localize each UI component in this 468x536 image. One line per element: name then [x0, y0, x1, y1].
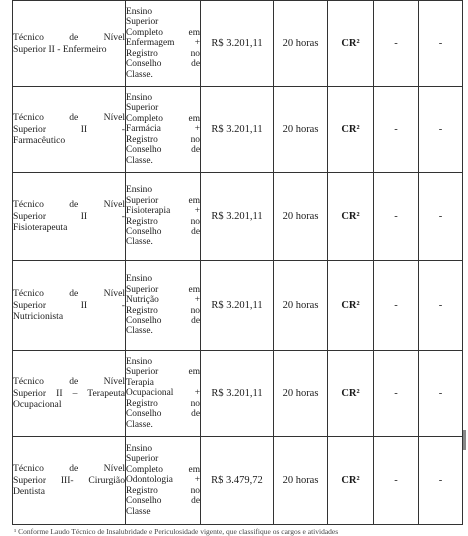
page-edge-mark	[463, 430, 466, 450]
vagas-pcd-cell: -	[374, 87, 419, 173]
cargo-line: Superior II -	[13, 299, 125, 311]
cargo-cell	[13, 1, 126, 87]
requisito-line: Ensino	[126, 444, 153, 455]
requisito-cell	[126, 87, 201, 173]
footnote: ¹ Conforme Laudo Técnico de Insalubridade e Periculosidade vigente, que classifique os cargos e atividades	[14, 527, 339, 536]
requisito-line: Classe.	[126, 69, 153, 80]
cargo-line: Superior III- Cirurgião	[13, 474, 125, 486]
vagas-pcd-cell: -	[374, 437, 419, 525]
requisito-line: Enfermagem +	[126, 38, 200, 49]
requisito-line: Completo em	[126, 464, 200, 475]
requisito-line: Conselho de	[126, 226, 200, 237]
requisito-line: Registro no	[126, 398, 200, 409]
requisito-cell	[126, 437, 201, 525]
vagas-cell: CR²	[328, 1, 374, 87]
requisito-line: Registro no	[126, 216, 200, 227]
vagas-negros-cell: -	[419, 173, 463, 261]
vencimento-cell: R$ 3.201,11	[201, 173, 274, 261]
requisito-line: Registro no	[126, 48, 200, 59]
carga-horaria-cell: 20 horas	[274, 87, 328, 173]
requisito-line: Superior em	[126, 284, 200, 295]
vagas-negros-cell: -	[419, 87, 463, 173]
vagas-negros-cell: -	[419, 261, 463, 351]
vagas-cell: CR²	[328, 261, 374, 351]
cargo-line: Técnico de Nível	[13, 32, 125, 43]
cargo-line: Farmacêutico	[13, 135, 66, 147]
cargo-cell	[13, 437, 126, 525]
requisito-line: Odontologia +	[126, 475, 200, 486]
cargo-line: Técnico de Nível	[13, 463, 125, 475]
requisito-cell	[126, 351, 201, 437]
carga-horaria-cell: 20 horas	[274, 437, 328, 525]
requisito-line: Completo em	[126, 113, 200, 124]
cargo-line: Fisioterapeuta	[13, 222, 68, 234]
vagas-cell: CR²	[328, 173, 374, 261]
table-row	[13, 173, 463, 261]
cargo-line: Superior II - Enfermeiro	[13, 43, 107, 55]
requisito-line: Ensino	[126, 93, 153, 104]
requisito-line: Conselho de	[126, 59, 200, 70]
vencimento-cell: R$ 3.201,11	[201, 1, 274, 87]
cargo-line: Superior II -	[13, 210, 125, 222]
table-row	[13, 261, 463, 351]
carga-horaria-cell: 20 horas	[274, 351, 328, 437]
requisito-line: Ensino	[126, 7, 153, 18]
requisito-line: Completo em	[126, 27, 200, 38]
table-row	[13, 351, 463, 437]
vagas-negros-cell: -	[419, 351, 463, 437]
requisito-line: Ensino	[126, 185, 153, 196]
cargo-line: Ocupacional	[13, 399, 62, 411]
vencimento-cell: R$ 3.479,72	[201, 437, 274, 525]
cargo-cell	[13, 351, 126, 437]
table-row	[13, 437, 463, 525]
requisito-line: Classe	[126, 506, 151, 517]
vagas-negros-cell: -	[419, 437, 463, 525]
requisito-line: Superior em	[126, 195, 200, 206]
cargo-line: Técnico de Nível	[13, 112, 125, 124]
positions-table	[12, 0, 463, 525]
cargo-cell	[13, 87, 126, 173]
requisito-line: Fisioterapia +	[126, 206, 200, 217]
requisito-line: Classe.	[126, 155, 153, 166]
requisito-line: Conselho de	[126, 409, 200, 420]
vagas-pcd-cell: -	[374, 261, 419, 351]
cargo-line: Superior II -	[13, 123, 125, 135]
requisito-cell	[126, 1, 201, 87]
requisito-line: Nutrição +	[126, 295, 200, 306]
requisito-line: Farmácia +	[126, 124, 200, 135]
document-page	[12, 0, 462, 525]
cargo-line: Nutricionista	[13, 311, 64, 323]
requisito-line: Registro no	[126, 485, 200, 496]
cargo-line: Superior II – Terapeuta	[13, 387, 125, 399]
vagas-cell: CR²	[328, 437, 374, 525]
cargo-line: Dentista	[13, 486, 45, 498]
requisito-line: Classe.	[126, 419, 153, 430]
cargo-line: Técnico de Nível	[13, 376, 125, 388]
requisito-line: Conselho de	[126, 496, 200, 507]
requisito-cell	[126, 261, 201, 351]
carga-horaria-cell: 20 horas	[274, 261, 328, 351]
cargo-cell	[13, 261, 126, 351]
vagas-negros-cell: -	[419, 1, 463, 87]
cargo-cell	[13, 173, 126, 261]
cargo-line: Técnico de Nível	[13, 199, 125, 211]
requisito-line: Conselho de	[126, 315, 200, 326]
requisito-line: Superior	[126, 454, 159, 465]
vencimento-cell: R$ 3.201,11	[201, 351, 274, 437]
requisito-cell	[126, 173, 201, 261]
table-row	[13, 87, 463, 173]
vagas-pcd-cell: -	[374, 351, 419, 437]
requisito-line: Registro no	[126, 134, 200, 145]
requisito-line: Superior	[126, 17, 159, 28]
requisito-line: Ensino	[126, 357, 153, 368]
carga-horaria-cell: 20 horas	[274, 173, 328, 261]
requisito-line: Classe.	[126, 326, 153, 337]
carga-horaria-cell: 20 horas	[274, 1, 328, 87]
requisito-line: Ensino	[126, 274, 153, 285]
requisito-line: Superior em	[126, 367, 200, 378]
requisito-line: Registro no	[126, 305, 200, 316]
cargo-line: Técnico de Nível	[13, 288, 125, 300]
requisito-line: Terapia	[126, 377, 154, 388]
requisito-line: Classe.	[126, 237, 153, 248]
requisito-line: Superior	[126, 103, 159, 114]
vencimento-cell: R$ 3.201,11	[201, 87, 274, 173]
requisito-line: Ocupacional +	[126, 388, 200, 399]
vagas-cell: CR²	[328, 87, 374, 173]
vagas-pcd-cell: -	[374, 1, 419, 87]
vencimento-cell: R$ 3.201,11	[201, 261, 274, 351]
requisito-line: Conselho de	[126, 145, 200, 156]
vagas-cell: CR²	[328, 351, 374, 437]
vagas-pcd-cell: -	[374, 173, 419, 261]
table-row	[13, 1, 463, 87]
